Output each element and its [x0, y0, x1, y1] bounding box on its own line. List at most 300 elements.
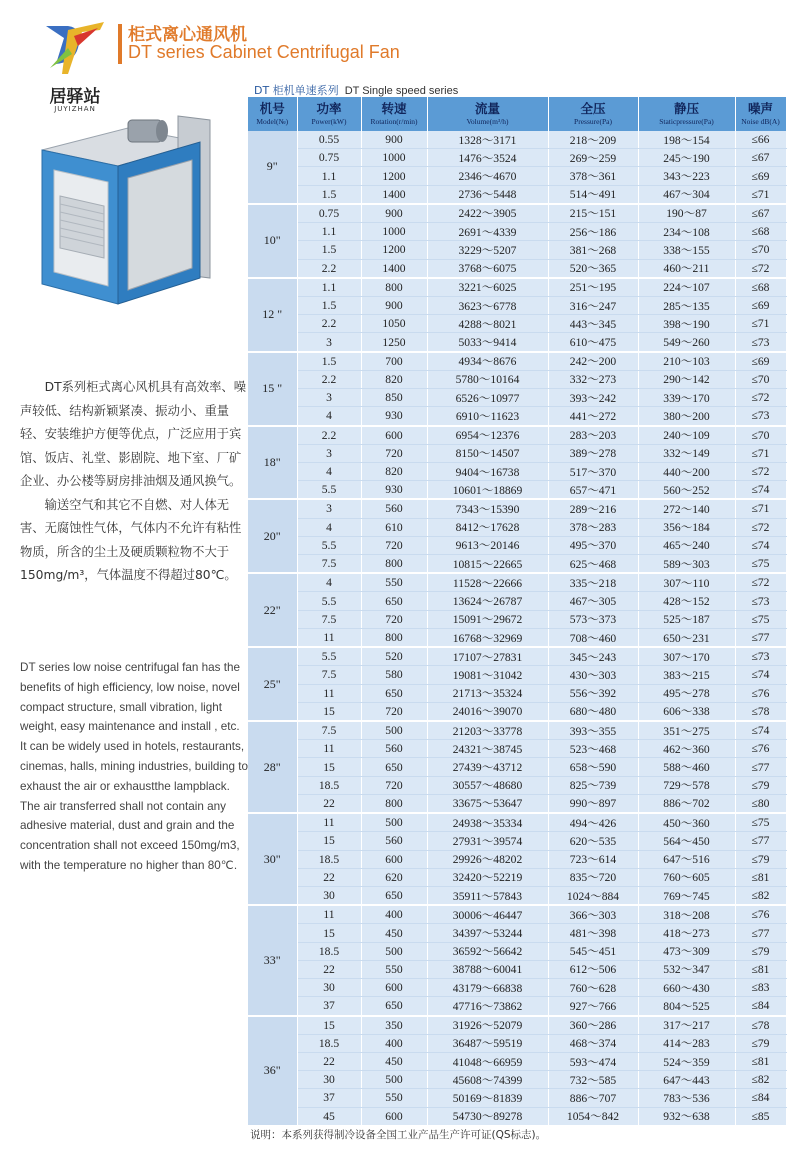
volume-cell: 2346～4670	[427, 167, 548, 185]
pressure-cell: 495～370	[548, 536, 638, 554]
volume-cell: 6526～10977	[427, 389, 548, 407]
table-row	[248, 647, 786, 666]
brand-logo	[38, 18, 110, 80]
volume-cell: 10601～18869	[427, 481, 548, 500]
volume-cell: 5033～9414	[427, 333, 548, 352]
volume-cell: 16768～32969	[427, 628, 548, 647]
noise-cell: ≤77	[735, 924, 786, 942]
power-cell: 11	[297, 905, 361, 924]
noise-cell: ≤71	[735, 185, 786, 204]
table-row	[248, 942, 786, 960]
header-noise: 噪声 Noise dB(A)	[735, 97, 786, 131]
rotation-cell: 350	[361, 1016, 427, 1035]
rotation-cell: 1200	[361, 241, 427, 259]
volume-cell: 29926～48202	[427, 850, 548, 868]
power-cell: 37	[297, 997, 361, 1016]
pressure-cell: 625～468	[548, 555, 638, 574]
model-cell: 25"	[248, 647, 297, 721]
rotation-cell: 550	[361, 1089, 427, 1107]
static-pressure-cell: 473～309	[638, 942, 735, 960]
rotation-cell: 1050	[361, 315, 427, 333]
power-cell: 7.5	[297, 666, 361, 684]
pressure-cell: 556～392	[548, 684, 638, 702]
static-pressure-cell: 198～154	[638, 131, 735, 149]
volume-cell: 24321～38745	[427, 740, 548, 758]
model-cell: 15 "	[248, 352, 297, 426]
volume-cell: 36487～59519	[427, 1034, 548, 1052]
noise-cell: ≤77	[735, 832, 786, 850]
pressure-cell: 430～303	[548, 666, 638, 684]
power-cell: 3	[297, 389, 361, 407]
noise-cell: ≤78	[735, 1016, 786, 1035]
volume-cell: 27931～39574	[427, 832, 548, 850]
volume-cell: 27439～43712	[427, 758, 548, 776]
rotation-cell: 720	[361, 536, 427, 554]
footnote: 说明：本系列获得制冷设备全国工业产品生产许可证(QS标志)。	[250, 1129, 547, 1141]
pressure-cell: 381～268	[548, 241, 638, 259]
volume-cell: 21203～33778	[427, 721, 548, 740]
pressure-cell: 657～471	[548, 481, 638, 500]
volume-cell: 54730～89278	[427, 1107, 548, 1126]
power-cell: 3	[297, 444, 361, 462]
static-pressure-cell: 465～240	[638, 536, 735, 554]
pressure-cell: 708～460	[548, 628, 638, 647]
volume-cell: 2691～4339	[427, 223, 548, 241]
rotation-cell: 560	[361, 832, 427, 850]
noise-cell: ≤82	[735, 886, 786, 905]
volume-cell: 47716～73862	[427, 997, 548, 1016]
rotation-cell: 560	[361, 499, 427, 518]
rotation-cell: 450	[361, 924, 427, 942]
volume-cell: 30557～48680	[427, 776, 548, 794]
table-row	[248, 555, 786, 574]
series-label-cn: DT 柜机单速系列	[254, 84, 339, 97]
pressure-cell: 732～585	[548, 1071, 638, 1089]
noise-cell: ≤84	[735, 997, 786, 1016]
table-row	[248, 794, 786, 813]
rotation-cell: 850	[361, 389, 427, 407]
table-row	[248, 241, 786, 259]
table-row	[248, 296, 786, 314]
rotation-cell: 1200	[361, 167, 427, 185]
static-pressure-cell: 660～430	[638, 979, 735, 997]
page-title-cn: 柜式离心通风机	[128, 25, 247, 45]
noise-cell: ≤68	[735, 278, 786, 297]
noise-cell: ≤80	[735, 794, 786, 813]
table-row	[248, 462, 786, 480]
rotation-cell: 650	[361, 592, 427, 610]
noise-cell: ≤77	[735, 758, 786, 776]
rotation-cell: 400	[361, 905, 427, 924]
power-cell: 2.2	[297, 259, 361, 278]
description-en	[20, 658, 252, 876]
static-pressure-cell: 317～217	[638, 1016, 735, 1035]
rotation-cell: 550	[361, 960, 427, 978]
volume-cell: 43179～66838	[427, 979, 548, 997]
static-pressure-cell: 380～200	[638, 407, 735, 426]
rotation-cell: 930	[361, 481, 427, 500]
noise-cell: ≤76	[735, 740, 786, 758]
table-row	[248, 389, 786, 407]
static-pressure-cell: 332～149	[638, 444, 735, 462]
table-row	[248, 776, 786, 794]
rotation-cell: 1000	[361, 149, 427, 167]
power-cell: 0.75	[297, 149, 361, 167]
noise-cell: ≤70	[735, 241, 786, 259]
pressure-cell: 251～195	[548, 278, 638, 297]
static-pressure-cell: 398～190	[638, 315, 735, 333]
power-cell: 0.55	[297, 131, 361, 149]
table-row	[248, 518, 786, 536]
noise-cell: ≤71	[735, 315, 786, 333]
table-row	[248, 167, 786, 185]
pressure-cell: 378～361	[548, 167, 638, 185]
volume-cell: 15091～29672	[427, 610, 548, 628]
volume-cell: 17107～27831	[427, 647, 548, 666]
static-pressure-cell: 234～108	[638, 223, 735, 241]
table-row	[248, 1016, 786, 1035]
static-pressure-cell: 414～283	[638, 1034, 735, 1052]
noise-cell: ≤78	[735, 702, 786, 721]
rotation-cell: 800	[361, 794, 427, 813]
volume-cell: 21713～35324	[427, 684, 548, 702]
table-row	[248, 1107, 786, 1126]
rotation-cell: 620	[361, 868, 427, 886]
power-cell: 5.5	[297, 592, 361, 610]
volume-cell: 3623～6778	[427, 296, 548, 314]
header-model: 机号 Model(№)	[248, 97, 297, 131]
noise-cell: ≤85	[735, 1107, 786, 1126]
model-cell: 12 "	[248, 278, 297, 352]
rotation-cell: 500	[361, 1071, 427, 1089]
static-pressure-cell: 549～260	[638, 333, 735, 352]
noise-cell: ≤72	[735, 259, 786, 278]
pressure-cell: 467～305	[548, 592, 638, 610]
static-pressure-cell: 460～211	[638, 259, 735, 278]
power-cell: 11	[297, 684, 361, 702]
pressure-cell: 593～474	[548, 1052, 638, 1070]
power-cell: 7.5	[297, 721, 361, 740]
table-row	[248, 740, 786, 758]
volume-cell: 34397～53244	[427, 924, 548, 942]
noise-cell: ≤81	[735, 960, 786, 978]
noise-cell: ≤73	[735, 333, 786, 352]
noise-cell: ≤76	[735, 905, 786, 924]
pressure-cell: 389～278	[548, 444, 638, 462]
rotation-cell: 500	[361, 721, 427, 740]
static-pressure-cell: 606～338	[638, 702, 735, 721]
volume-cell: 3229～5207	[427, 241, 548, 259]
pressure-cell: 658～590	[548, 758, 638, 776]
static-pressure-cell: 467～304	[638, 185, 735, 204]
power-cell: 3	[297, 333, 361, 352]
table-row	[248, 352, 786, 371]
description-cn	[20, 376, 248, 588]
model-cell: 18"	[248, 426, 297, 500]
power-cell: 15	[297, 758, 361, 776]
description-en-paragraph: The air transferred shall not contain any adhesive material, dust and grain and the concentration shall not exceed 150mg/m3, with the temperature no higher than 80℃.	[20, 799, 240, 872]
table-row	[248, 407, 786, 426]
power-cell: 15	[297, 832, 361, 850]
static-pressure-cell: 307～170	[638, 647, 735, 666]
static-pressure-cell: 339～170	[638, 389, 735, 407]
noise-cell: ≤69	[735, 167, 786, 185]
series-label	[254, 82, 458, 98]
table-row	[248, 702, 786, 721]
table-row	[248, 610, 786, 628]
static-pressure-cell: 428～152	[638, 592, 735, 610]
volume-cell: 5780～10164	[427, 370, 548, 388]
noise-cell: ≤72	[735, 518, 786, 536]
volume-cell: 30006～46447	[427, 905, 548, 924]
static-pressure-cell: 210～103	[638, 352, 735, 371]
static-pressure-cell: 224～107	[638, 278, 735, 297]
rotation-cell: 610	[361, 518, 427, 536]
table-row	[248, 444, 786, 462]
volume-cell: 9404～16738	[427, 462, 548, 480]
noise-cell: ≤73	[735, 407, 786, 426]
static-pressure-cell: 418～273	[638, 924, 735, 942]
static-pressure-cell: 240～109	[638, 426, 735, 445]
spec-table	[248, 97, 787, 1127]
model-cell: 28"	[248, 721, 297, 813]
static-pressure-cell: 343～223	[638, 167, 735, 185]
pressure-cell: 393～242	[548, 389, 638, 407]
description-cn-paragraph: DT系列柜式离心风机具有高效率、噪声较低、结构新颖紧凑、振动小、重量轻、安装维护方便等优点，广泛应用于宾馆、饭店、礼堂、影剧院、地下室、厂矿企业、办公楼等厨房排油烟及通风换气。	[20, 380, 247, 488]
rotation-cell: 820	[361, 370, 427, 388]
pressure-cell: 218～209	[548, 131, 638, 149]
power-cell: 30	[297, 1071, 361, 1089]
volume-cell: 8150～14507	[427, 444, 548, 462]
rotation-cell: 650	[361, 997, 427, 1016]
power-cell: 22	[297, 1052, 361, 1070]
table-row	[248, 868, 786, 886]
volume-cell: 7343～15390	[427, 499, 548, 518]
table-row	[248, 536, 786, 554]
static-pressure-cell: 290～142	[638, 370, 735, 388]
rotation-cell: 550	[361, 573, 427, 592]
power-cell: 7.5	[297, 555, 361, 574]
volume-cell: 45608～74399	[427, 1071, 548, 1089]
static-pressure-cell: 356～184	[638, 518, 735, 536]
static-pressure-cell: 560～252	[638, 481, 735, 500]
noise-cell: ≤72	[735, 389, 786, 407]
header-power: 功率 Power(kW)	[297, 97, 361, 131]
rotation-cell: 650	[361, 684, 427, 702]
pressure-cell: 886～707	[548, 1089, 638, 1107]
pressure-cell: 481～398	[548, 924, 638, 942]
volume-cell: 41048～66959	[427, 1052, 548, 1070]
table-row	[248, 131, 786, 149]
noise-cell: ≤70	[735, 426, 786, 445]
noise-cell: ≤79	[735, 776, 786, 794]
noise-cell: ≤67	[735, 149, 786, 167]
pressure-cell: 1024～884	[548, 886, 638, 905]
power-cell: 1.1	[297, 278, 361, 297]
volume-cell: 6954～12376	[427, 426, 548, 445]
page-title-en: DT series Cabinet Centrifugal Fan	[128, 42, 400, 62]
noise-cell: ≤81	[735, 868, 786, 886]
static-pressure-cell: 462～360	[638, 740, 735, 758]
static-pressure-cell: 272～140	[638, 499, 735, 518]
rotation-cell: 580	[361, 666, 427, 684]
table-row	[248, 333, 786, 352]
pressure-cell: 316～247	[548, 296, 638, 314]
power-cell: 5.5	[297, 647, 361, 666]
static-pressure-cell: 588～460	[638, 758, 735, 776]
power-cell: 37	[297, 1089, 361, 1107]
power-cell: 4	[297, 462, 361, 480]
rotation-cell: 700	[361, 352, 427, 371]
power-cell: 2.2	[297, 315, 361, 333]
rotation-cell: 720	[361, 702, 427, 721]
noise-cell: ≤76	[735, 684, 786, 702]
volume-cell: 2736～5448	[427, 185, 548, 204]
table-row	[248, 499, 786, 518]
rotation-cell: 900	[361, 204, 427, 223]
pressure-cell: 269～259	[548, 149, 638, 167]
pressure-cell: 835～720	[548, 868, 638, 886]
table-row	[248, 813, 786, 832]
volume-cell: 19081～31042	[427, 666, 548, 684]
noise-cell: ≤73	[735, 647, 786, 666]
power-cell: 11	[297, 813, 361, 832]
power-cell: 18.5	[297, 776, 361, 794]
rotation-cell: 820	[361, 462, 427, 480]
noise-cell: ≤79	[735, 942, 786, 960]
noise-cell: ≤69	[735, 296, 786, 314]
pressure-cell: 825～739	[548, 776, 638, 794]
table-row	[248, 758, 786, 776]
rotation-cell: 1000	[361, 223, 427, 241]
power-cell: 5.5	[297, 536, 361, 554]
power-cell: 1.5	[297, 296, 361, 314]
static-pressure-cell: 760～605	[638, 868, 735, 886]
power-cell: 15	[297, 702, 361, 721]
power-cell: 1.5	[297, 352, 361, 371]
static-pressure-cell: 650～231	[638, 628, 735, 647]
pressure-cell: 345～243	[548, 647, 638, 666]
rotation-cell: 900	[361, 296, 427, 314]
table-row	[248, 684, 786, 702]
static-pressure-cell: 783～536	[638, 1089, 735, 1107]
static-pressure-cell: 440～200	[638, 462, 735, 480]
model-cell: 10"	[248, 204, 297, 278]
table-row	[248, 185, 786, 204]
noise-cell: ≤81	[735, 1052, 786, 1070]
static-pressure-cell: 525～187	[638, 610, 735, 628]
noise-cell: ≤67	[735, 204, 786, 223]
noise-cell: ≤79	[735, 850, 786, 868]
noise-cell: ≤74	[735, 721, 786, 740]
volume-cell: 31926～52079	[427, 1016, 548, 1035]
power-cell: 3	[297, 499, 361, 518]
static-pressure-cell: 351～275	[638, 721, 735, 740]
model-cell: 20"	[248, 499, 297, 573]
static-pressure-cell: 338～155	[638, 241, 735, 259]
static-pressure-cell: 729～578	[638, 776, 735, 794]
pressure-cell: 927～766	[548, 997, 638, 1016]
model-cell: 33"	[248, 905, 297, 1015]
table-row	[248, 1089, 786, 1107]
noise-cell: ≤83	[735, 979, 786, 997]
table-row	[248, 1034, 786, 1052]
pressure-cell: 242～200	[548, 352, 638, 371]
pressure-cell: 256～186	[548, 223, 638, 241]
power-cell: 18.5	[297, 1034, 361, 1052]
pressure-cell: 360～286	[548, 1016, 638, 1035]
power-cell: 30	[297, 886, 361, 905]
power-cell: 1.5	[297, 185, 361, 204]
noise-cell: ≤71	[735, 499, 786, 518]
static-pressure-cell: 769～745	[638, 886, 735, 905]
static-pressure-cell: 450～360	[638, 813, 735, 832]
noise-cell: ≤72	[735, 573, 786, 592]
noise-cell: ≤84	[735, 1089, 786, 1107]
model-cell: 22"	[248, 573, 297, 647]
rotation-cell: 1400	[361, 259, 427, 278]
noise-cell: ≤74	[735, 481, 786, 500]
pressure-cell: 289～216	[548, 499, 638, 518]
noise-cell: ≤75	[735, 813, 786, 832]
table-row	[248, 149, 786, 167]
title-accent-bar	[118, 24, 122, 64]
rotation-cell: 600	[361, 1107, 427, 1126]
table-row	[248, 592, 786, 610]
header-volume: 流量 Volume(m³/h)	[427, 97, 548, 131]
header-static-pressure: 静压 Staticpressure(Pa)	[638, 97, 735, 131]
table-row	[248, 204, 786, 223]
series-label-en: DT Single speed series	[344, 85, 459, 97]
noise-cell: ≤72	[735, 462, 786, 480]
pressure-cell: 520～365	[548, 259, 638, 278]
noise-cell: ≤70	[735, 370, 786, 388]
table-row	[248, 315, 786, 333]
noise-cell: ≤66	[735, 131, 786, 149]
power-cell: 2.2	[297, 370, 361, 388]
volume-cell: 36592～56642	[427, 942, 548, 960]
static-pressure-cell: 495～278	[638, 684, 735, 702]
table-row	[248, 905, 786, 924]
rotation-cell: 1400	[361, 185, 427, 204]
volume-cell: 13624～26787	[427, 592, 548, 610]
table-row	[248, 259, 786, 278]
power-cell: 5.5	[297, 481, 361, 500]
noise-cell: ≤69	[735, 352, 786, 371]
static-pressure-cell: 524～359	[638, 1052, 735, 1070]
table-row	[248, 666, 786, 684]
noise-cell: ≤75	[735, 555, 786, 574]
rotation-cell: 560	[361, 740, 427, 758]
power-cell: 1.5	[297, 241, 361, 259]
rotation-cell: 800	[361, 278, 427, 297]
rotation-cell: 500	[361, 942, 427, 960]
static-pressure-cell: 647～516	[638, 850, 735, 868]
static-pressure-cell: 532～347	[638, 960, 735, 978]
power-cell: 4	[297, 518, 361, 536]
static-pressure-cell: 564～450	[638, 832, 735, 850]
table-row	[248, 426, 786, 445]
header-pressure: 全压 Pressure(Pa)	[548, 97, 638, 131]
volume-cell: 3221～6025	[427, 278, 548, 297]
pressure-cell: 215～151	[548, 204, 638, 223]
table-row	[248, 1052, 786, 1070]
noise-cell: ≤82	[735, 1071, 786, 1089]
pressure-cell: 393～355	[548, 721, 638, 740]
volume-cell: 8412～17628	[427, 518, 548, 536]
power-cell: 1.1	[297, 167, 361, 185]
volume-cell: 11528～22666	[427, 573, 548, 592]
